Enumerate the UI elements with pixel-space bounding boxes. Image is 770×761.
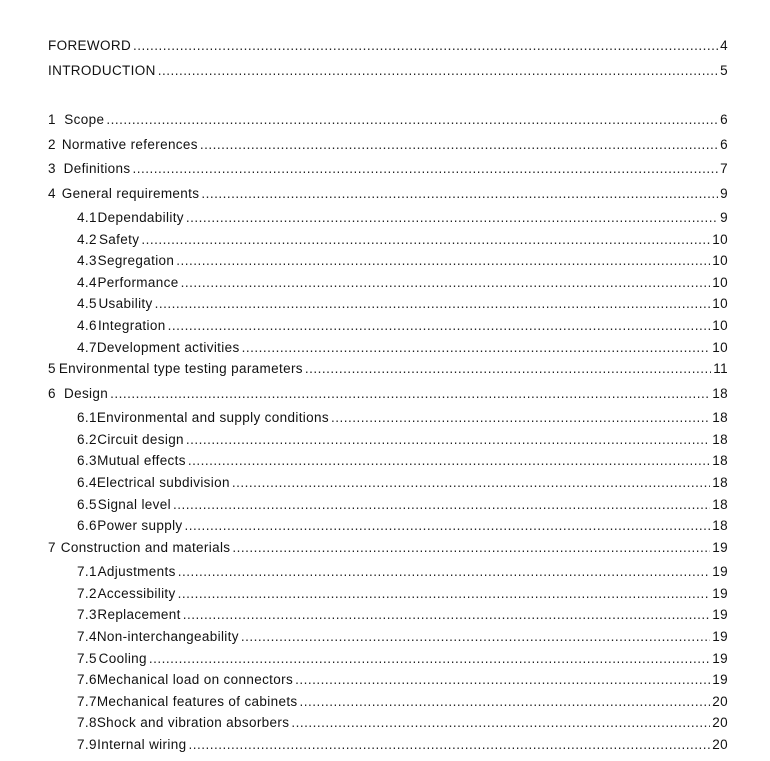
toc-entry-title: Non-interchangeability	[96, 629, 239, 644]
toc-entry[interactable]	[48, 361, 728, 386]
toc-entry[interactable]	[48, 186, 728, 211]
toc-entry-number: 7.1	[77, 564, 97, 580]
toc-entry-number: 7.3	[77, 607, 97, 623]
toc-entry-number: 4.7	[77, 339, 97, 355]
toc-entry-page: 19	[712, 585, 728, 601]
toc-entry-title: Development activities	[96, 339, 240, 355]
toc-entry-page: 10	[712, 339, 728, 355]
toc-leader-dots	[149, 651, 710, 666]
toc-entry[interactable]	[48, 607, 728, 629]
toc-entry-page: 18	[712, 385, 728, 401]
toc-entry-number: 4.3	[77, 253, 97, 269]
table-of-contents	[48, 38, 728, 759]
toc-leader-dots	[295, 672, 710, 687]
toc-entry-number: 7.7	[77, 693, 97, 709]
toc-entry-number: 4.5	[77, 296, 97, 312]
toc-entry-number: 7.8	[77, 715, 97, 731]
toc-entry[interactable]	[48, 112, 728, 137]
toc-entry-number: 4.1	[77, 210, 97, 225]
toc-entry-page: 4	[720, 38, 728, 53]
toc-entry-page: 20	[712, 736, 728, 752]
toc-leader-dots	[186, 432, 710, 447]
toc-entry[interactable]	[48, 694, 728, 716]
toc-leader-dots	[133, 161, 719, 176]
toc-entry-page: 10	[712, 317, 728, 333]
toc-entry-page: 10	[712, 253, 728, 269]
toc-leader-dots	[200, 137, 718, 152]
toc-entry-page: 11	[713, 361, 728, 377]
toc-entry-number: 6.4	[77, 474, 97, 490]
toc-leader-dots	[242, 340, 711, 355]
toc-entry-title: Shock and vibration absorbers	[96, 715, 290, 731]
toc-entry-page: 10	[712, 231, 728, 247]
toc-leader-dots	[232, 540, 710, 555]
toc-entry-page: 6	[720, 136, 728, 152]
toc-leader-dots	[188, 453, 710, 468]
toc-entry-title: FOREWORD	[48, 38, 132, 53]
toc-entry-number: 6.3	[77, 453, 97, 469]
toc-entry-page: 18	[712, 410, 728, 426]
toc-entry-number: 6.1	[77, 410, 97, 426]
toc-entry[interactable]	[48, 340, 728, 362]
toc-entry-title: Performance	[97, 274, 179, 290]
toc-entry-page: 18	[712, 518, 728, 534]
toc-entry-title: General requirements	[61, 185, 200, 201]
toc-entry[interactable]	[48, 497, 728, 519]
toc-entry-page: 19	[712, 539, 728, 555]
toc-leader-dots	[183, 607, 711, 622]
toc-entry[interactable]	[48, 210, 728, 232]
toc-entry-page: 20	[712, 715, 728, 731]
toc-entry[interactable]	[48, 672, 728, 694]
toc-entry-number: 7.9	[77, 736, 97, 752]
toc-entry-number: 4.2	[77, 231, 97, 247]
toc-entry-title: Design	[64, 385, 109, 401]
toc-entry-title: Environmental type testing parameters	[58, 361, 303, 377]
toc-entry-number: 4.4	[77, 274, 97, 290]
toc-entry-number: 6.2	[77, 431, 97, 447]
toc-entry-title: Accessibility	[97, 585, 176, 601]
toc-entry-page: 18	[712, 453, 728, 469]
toc-entry-page: 9	[720, 185, 728, 201]
toc-entry-page: 19	[712, 564, 728, 580]
toc-leader-dots	[106, 112, 718, 127]
toc-entry-title: Power supply	[97, 518, 183, 534]
toc-entry-title: Signal level	[97, 496, 171, 512]
toc-entry-title: Environmental and supply conditions	[96, 410, 329, 426]
toc-entry-title: Segregation	[97, 253, 175, 269]
toc-entry[interactable]	[48, 737, 728, 759]
toc-leader-dots	[241, 629, 710, 644]
toc-entry-title: Replacement	[97, 607, 181, 623]
toc-entry-page: 19	[712, 650, 728, 666]
toc-entry[interactable]	[48, 253, 728, 275]
toc-entry[interactable]	[48, 386, 728, 411]
toc-entry-title: Adjustments	[97, 564, 176, 580]
toc-entry-title: Integration	[97, 317, 166, 333]
toc-leader-dots	[300, 694, 711, 709]
toc-entry-number: 2	[48, 136, 56, 152]
toc-entry-number: 5	[48, 361, 56, 377]
toc-leader-dots	[141, 232, 710, 247]
toc-leader-dots	[133, 38, 718, 53]
toc-entry-page: 10	[712, 274, 728, 290]
toc-entry-title: Circuit design	[97, 431, 184, 447]
toc-entry-title: Usability	[98, 296, 153, 312]
toc-entry-title: Scope	[64, 112, 105, 127]
toc-entry-number: 7.6	[77, 672, 97, 688]
toc-entry-number: 3	[48, 161, 56, 176]
toc-entry-title: Safety	[98, 231, 140, 247]
toc-entry-title: Cooling	[98, 650, 147, 666]
toc-entry-title: Internal wiring	[97, 736, 187, 752]
toc-leader-dots	[155, 296, 711, 311]
toc-entry-page: 19	[712, 629, 728, 644]
toc-leader-dots	[168, 318, 711, 333]
toc-leader-dots	[305, 361, 711, 376]
toc-leader-dots	[331, 410, 710, 425]
toc-entry-page: 18	[712, 431, 728, 447]
toc-leader-dots	[186, 210, 718, 225]
toc-entry[interactable]	[48, 410, 728, 432]
toc-leader-dots	[173, 497, 710, 512]
toc-leader-dots	[232, 475, 710, 490]
toc-entry[interactable]	[48, 475, 728, 497]
toc-section-list	[48, 112, 728, 759]
toc-entry-title: Construction and materials	[60, 539, 231, 555]
toc-entry[interactable]	[48, 651, 728, 673]
toc-leader-dots	[178, 564, 711, 579]
toc-entry[interactable]	[48, 586, 728, 608]
toc-entry-title: Normative references	[61, 136, 198, 152]
toc-entry-page: 10	[712, 296, 728, 312]
toc-entry[interactable]	[48, 161, 728, 186]
toc-entry-number: 7	[48, 539, 56, 555]
toc-entry[interactable]	[48, 715, 728, 737]
toc-leader-dots	[158, 63, 718, 78]
toc-entry-title: Definitions	[63, 161, 131, 176]
toc-entry-foreword[interactable]	[48, 38, 728, 63]
toc-entry-page: 9	[720, 210, 728, 225]
toc-entry-title: Dependability	[97, 210, 184, 225]
toc-entry-number: 6	[48, 385, 56, 401]
toc-leader-dots	[181, 275, 711, 290]
toc-entry-page: 18	[712, 496, 728, 512]
toc-entry-page: 5	[720, 62, 728, 78]
toc-entry-number: 4	[48, 185, 56, 201]
toc-entry[interactable]	[48, 275, 728, 297]
toc-leader-dots	[110, 386, 710, 401]
toc-entry[interactable]	[48, 318, 728, 340]
toc-entry-number: 7.5	[77, 650, 97, 666]
toc-leader-dots	[291, 715, 710, 730]
toc-entry-number: 7.4	[77, 629, 97, 644]
toc-entry-number: 6.5	[77, 496, 97, 512]
toc-entry[interactable]	[48, 518, 728, 540]
toc-leader-dots	[188, 737, 710, 752]
toc-entry[interactable]	[48, 453, 728, 475]
toc-entry-number: 4.6	[77, 317, 97, 333]
toc-leader-dots	[176, 253, 710, 268]
toc-leader-dots	[178, 586, 711, 601]
toc-entry[interactable]	[48, 232, 728, 254]
toc-entry-number: 7.2	[77, 585, 97, 601]
toc-entry-title: Mechanical features of cabinets	[96, 693, 298, 709]
toc-entry[interactable]	[48, 629, 728, 651]
toc-entry[interactable]	[48, 564, 728, 586]
toc-entry[interactable]	[48, 296, 728, 318]
toc-leader-dots	[185, 518, 711, 533]
toc-entry-page: 19	[712, 607, 728, 623]
toc-entry-title: Mechanical load on connectors	[96, 672, 294, 688]
toc-entry-page: 20	[712, 693, 728, 709]
toc-entry[interactable]	[48, 540, 728, 565]
toc-entry-number: 6.6	[77, 518, 97, 534]
toc-entry-introduction[interactable]	[48, 63, 728, 88]
toc-entry-page: 18	[712, 474, 728, 490]
toc-entry[interactable]	[48, 432, 728, 454]
toc-entry-title: Mutual effects	[97, 453, 186, 469]
toc-entry[interactable]	[48, 137, 728, 162]
toc-entry-title: INTRODUCTION	[48, 62, 156, 78]
toc-entry-page: 19	[712, 672, 728, 688]
toc-leader-dots	[201, 186, 718, 201]
toc-entry-number: 1	[48, 112, 56, 127]
toc-entry-title: Electrical subdivision	[96, 474, 230, 490]
toc-entry-page: 6	[720, 112, 728, 127]
toc-entry-page: 7	[720, 161, 728, 176]
